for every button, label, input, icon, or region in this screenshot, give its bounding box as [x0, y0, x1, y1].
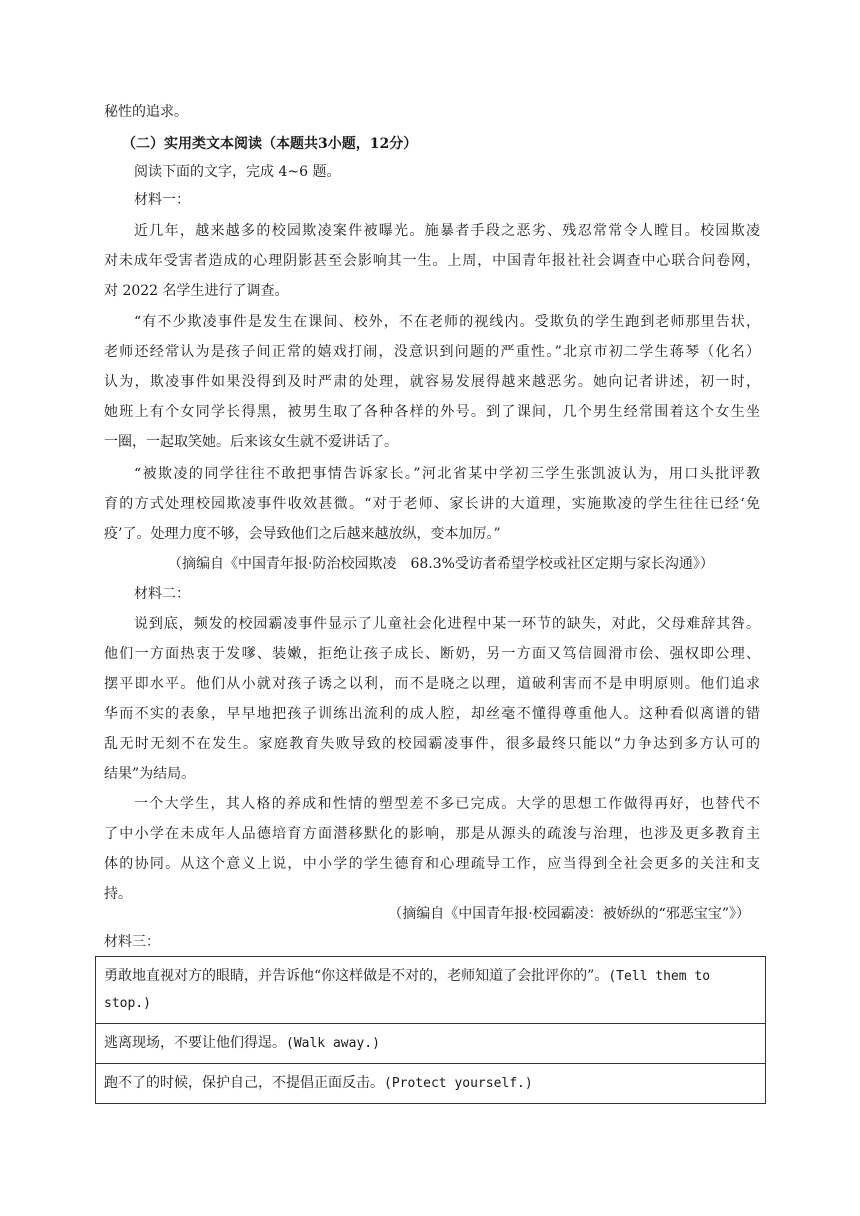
- table-row: [96, 1064, 766, 1104]
- paragraph-line: 她班上有个女同学长得黑，被男生取了各种各样的外号。到了课间，几个男生经常围着这个女生坐: [104, 404, 760, 420]
- paragraph-line: 一个大学生，其人格的养成和性情的塑型差不多已完成。大学的思想工作做得再好，也替代不: [134, 796, 760, 812]
- paragraph-line: 一圈，一起取笑她。后来该女生就不爱讲话了。: [104, 434, 398, 450]
- material-label: 材料三：: [104, 934, 160, 950]
- paragraph-line: 疫’了。处理力度不够，会导致他们之后越来越放纵，变本加厉。”: [104, 526, 501, 542]
- material-label: 材料二：: [134, 586, 190, 602]
- cell-english: (Walk away.): [286, 1036, 380, 1051]
- paragraph-line: 持。: [104, 886, 132, 902]
- table-cell: [96, 957, 766, 1024]
- instruction: 阅读下面的文字，完成 4~6 题。: [134, 164, 341, 180]
- citation: （摘编自《中国青年报·校园霸凌：被娇纵的“邪恶宝宝”》）: [388, 906, 750, 922]
- material-label: 材料一：: [134, 192, 190, 208]
- cell-text: 逃离现场，不要让他们得逞。: [104, 1035, 286, 1051]
- cell-english: (Tell them to stop.): [104, 969, 711, 1011]
- material-table: [95, 956, 766, 1104]
- paragraph-line: 乱无时无刻不在发生。家庭教育失败导致的校园霸凌事件，很多最终只能以“力争达到多方认可的: [104, 736, 760, 752]
- paragraph-line: “有不少欺凌事件是发生在课间、校外，不在老师的视线内。受欺负的学生跑到老师那里告状，: [134, 314, 760, 330]
- text-line: 秘性的追求。: [104, 104, 188, 120]
- paragraph-line: 了中小学在未成年人品德培育方面潜移默化的影响，那是从源头的疏浚与治理，也涉及更多教育主: [104, 826, 760, 842]
- cell-english: (Protect yourself.): [384, 1076, 533, 1091]
- paragraph-line: 认为，欺凌事件如果没得到及时严肃的处理，就容易发展得越来越恶劣。她向记者讲述，初一时，: [104, 374, 760, 390]
- paragraph-line: 近几年，越来越多的校园欺凌案件被曝光。施暴者手段之恶劣、残忍常常令人瞠目。校园欺凌: [134, 223, 760, 239]
- paragraph-line: 摆平即水平。他们从小就对孩子诱之以利，而不是晓之以理，道破利害而不是申明原则。他们追求: [104, 676, 760, 692]
- paragraph-line: 对 2022 名学生进行了调查。: [104, 283, 289, 299]
- cell-text: 跑不了的时候，保护自己，不提倡正面反击。: [104, 1075, 384, 1091]
- table-cell: [96, 1024, 766, 1064]
- table-row: [96, 1024, 766, 1064]
- paragraph-line: 体的协同。从这个意义上说，中小学的学生德育和心理疏导工作，应当得到全社会更多的关注和支: [104, 856, 760, 872]
- table-row: [96, 957, 766, 1024]
- paragraph-line: 华而不实的表象，早早地把孩子训练出流利的成人腔，却丝毫不懂得尊重他人。这种看似离谱的错: [104, 706, 760, 722]
- paragraph-line: 老师还经常认为是孩子间正常的嬉戏打闹，没意识到问题的严重性。”北京市初二学生蒋琴（化名）: [104, 344, 760, 360]
- paragraph-line: 说到底，频发的校园霸凌事件显示了儿童社会化进程中某一环节的缺失，对此，父母难辞其咎。: [134, 616, 760, 632]
- paragraph-line: 结果”为结局。: [104, 766, 196, 782]
- paragraph-line: “被欺凌的同学往往不敢把事情告诉家长。”河北省某中学初三学生张凯波认为，用口头批评教: [134, 466, 760, 482]
- paragraph-line: 他们一方面热衷于发嗲、装嫩，拒绝让孩子成长、断奶，另一方面又笃信圆滑市侩、强权即公理、: [104, 646, 760, 662]
- paragraph-line: 育的方式处理校园欺凌事件收效甚微。“对于老师、家长讲的大道理，实施欺凌的学生往往已经‘免: [104, 496, 760, 512]
- citation: （摘编自《中国青年报·防治校园欺凌 68.3%受访者希望学校或社区定期与家长沟通》）: [168, 556, 714, 572]
- table-cell: [96, 1064, 766, 1104]
- section-heading: （二）实用类文本阅读（本题共3小题，12分）: [122, 136, 418, 152]
- paragraph-line: 对未成年受害者造成的心理阴影甚至会影响其一生。上周，中国青年报社社会调查中心联合问卷网，: [104, 253, 760, 269]
- cell-text: 勇敢地直视对方的眼睛，并告诉他“你这样做是不对的，老师知道了会批评你的”。: [104, 968, 609, 984]
